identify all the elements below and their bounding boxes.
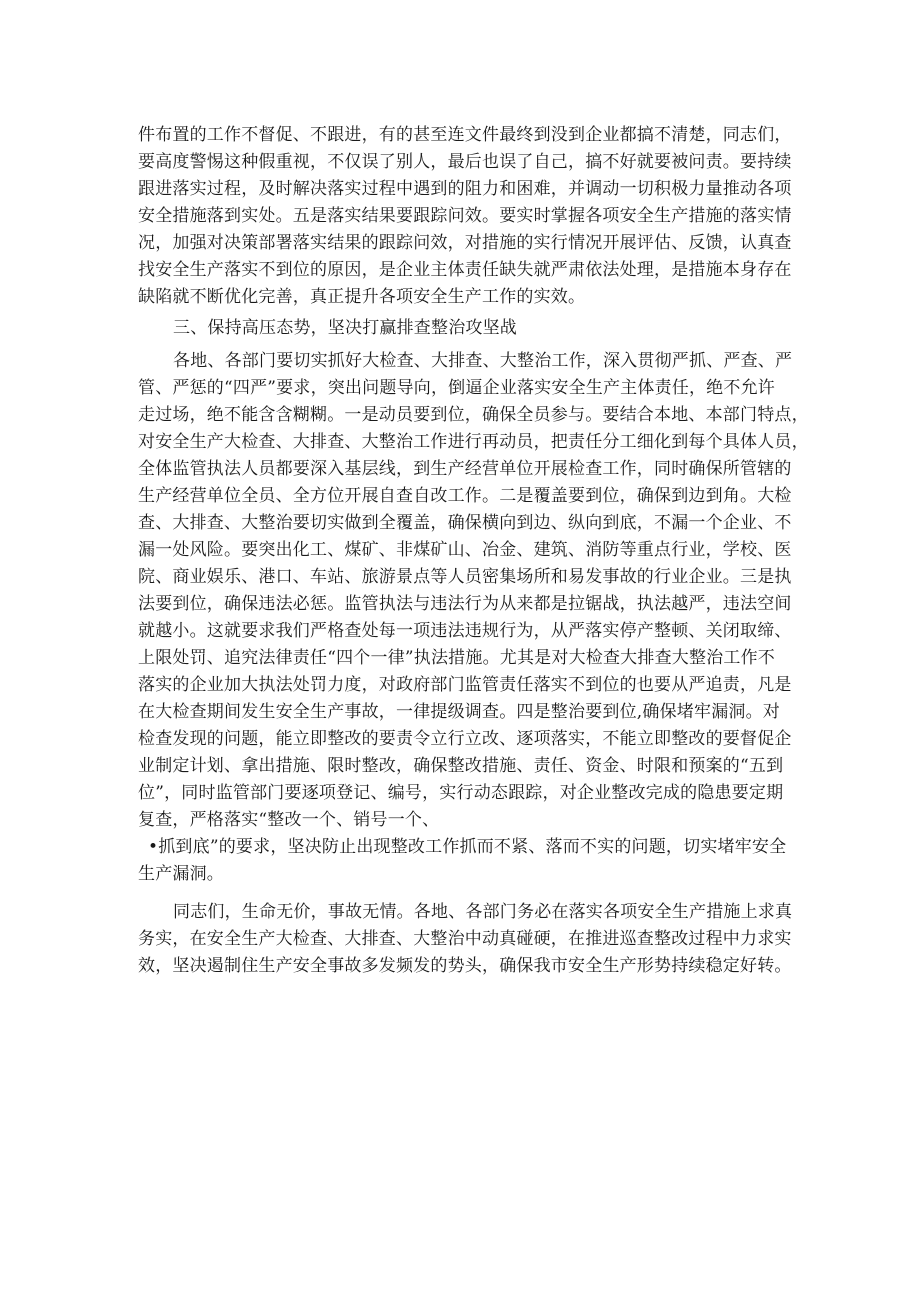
text-line: 同志们，生命无价，事故无情。各地、各部门务必在落实各项安全生产措施上求真 (173, 902, 793, 922)
text-line: 件布置的工作不督促、不跟进，有的甚至连文件最终到没到企业都搞不清楚，同志们， (138, 125, 792, 145)
text-line: 生产经营单位全员、全方位开展自查自改工作。二是覆盖要到位，确保到边到角。大检 (138, 486, 792, 506)
text-line: 漏一处风险。要突出化工、煤矿、非煤矿山、冶金、建筑、消防等重点行业，学校、医 (138, 540, 792, 560)
text-line: 各地、各部门要切实抓好大检查、大排查、大整治工作，深入贯彻严抓、严查、严 (173, 351, 793, 371)
text-line: 复查，严格落实“整改一个、销号一个、 (138, 810, 440, 830)
text-line: 全体监管执法人员都要深入基层线，到生产经营单位开展检查工作，同时确保所管辖的 (138, 459, 792, 479)
text-line: 检查发现的问题，能立即整改的要责令立行立改、逐项落实，不能立即整改的要督促企 (138, 729, 792, 749)
section-heading: 三、保持高压态势，坚决打赢排查整治攻坚战 (173, 318, 517, 338)
text-line: 走过场，绝不能含含糊糊。一是动员要到位，确保全员参与。要结合本地、本部门特点， (138, 405, 809, 425)
text-line: 找安全生产落实不到位的原因，是企业主体责任缺失就严肃依法处理，是措施本身存在 (138, 260, 792, 280)
text-line: 院、商业娱乐、港口、车站、旅游景点等人员密集场所和易发事故的行业企业。三是执 (138, 567, 792, 587)
text-line: 管、严惩的“四严”要求，突出问题导向，倒逼企业落实安全生产主体责任，绝不允许 (138, 378, 775, 398)
text-line: 要高度警惕这种假重视，不仅误了别人，最后也误了自己，搞不好就要被问责。要持续 (138, 152, 792, 172)
text-line: 对安全生产大检查、大排查、大整治工作进行再动员，把责任分工细化到每个具体人员， (138, 432, 809, 452)
text-line: 查、大排查、大整治要切实做到全覆盖，确保横向到边、纵向到底，不漏一个企业、不 (138, 513, 792, 533)
text-line: 效，坚决遏制住生产安全事故多发频发的势头，确保我市安全生产形势持续稳定好转。 (138, 956, 792, 976)
text-line: 生产漏洞。 (138, 864, 224, 884)
text-line: 安全措施落到实处。五是落实结果要跟踪问效。要实时掌握各项安全生产措施的落实情 (138, 206, 792, 226)
text-line: 况，加强对决策部署落实结果的跟踪问效，对措施的实行情况开展评估、反馈，认真查 (138, 233, 792, 253)
text-line: 上限处罚、追究法律责任“四个一律”执法措施。尤其是对大检查大排查大整治工作不 (138, 648, 775, 668)
text-line: 法要到位，确保违法必惩。监管执法与违法行为从来都是拉锯战，执法越严，违法空间 (138, 594, 792, 614)
text-line: 在大检查期间发生安全生产事故，一律提级调查。四是整治要到位,确保堵牢漏洞。对 (138, 702, 781, 722)
text-line: 位”，同时监管部门要逐项登记、编号，实行动态跟踪，对企业整改完成的隐患要定期 (138, 783, 784, 803)
text-line: •抓到底”的要求，坚决防止出现整改工作抓而不紧、落而不实的问题，切实堵牢安全 (148, 837, 787, 857)
text-line: 缺陷就不断优化完善，真正提升各项安全生产工作的实效。 (138, 287, 586, 307)
text-line: 落实的企业加大执法处罚力度，对政府部门监管责任落实不到位的也要从严追责，凡是 (138, 675, 792, 695)
text-line: 务实，在安全生产大检查、大排查、大整治中动真碰硬，在推进巡查整改过程中力求实 (138, 929, 792, 949)
text-line: 跟进落实过程，及时解决落实过程中遇到的阻力和困难，并调动一切积极力量推动各项 (138, 179, 792, 199)
text-line: 就越小。这就要求我们严格查处每一项违法违规行为，从严落实停产整顿、关闭取缔、 (138, 621, 792, 641)
text-line: 业制定计划、拿出措施、限时整改，确保整改措施、责任、资金、时限和预案的“五到 (138, 756, 784, 776)
